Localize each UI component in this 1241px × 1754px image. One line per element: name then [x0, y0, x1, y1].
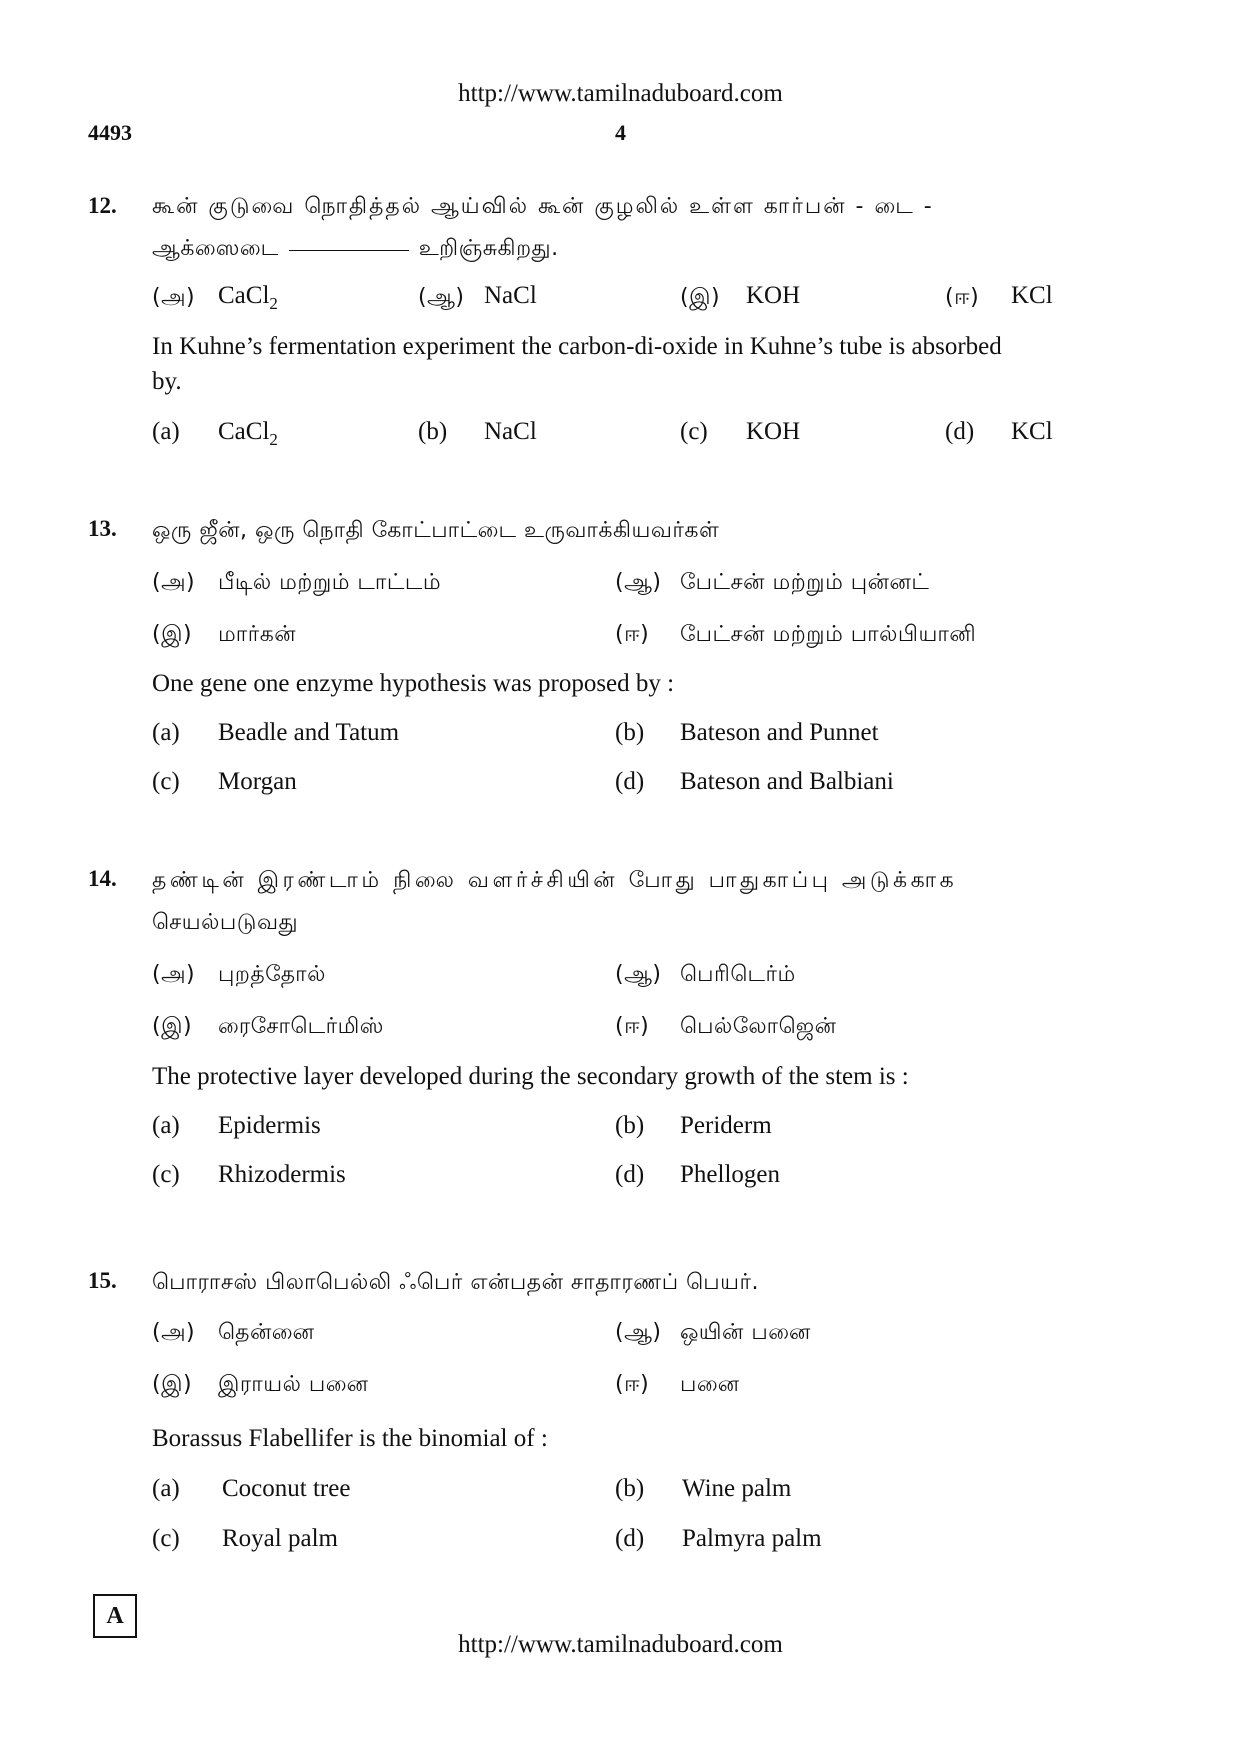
question-tamil-fragment: உறிஞ்சுகிறது.: [418, 236, 559, 261]
option-text: Bateson and Punnet: [680, 719, 879, 746]
option-key: (அ): [152, 285, 196, 310]
question-tamil-text: ஒரு ஜீன், ஒரு நொதி கோட்பாட்டை உருவாக்கியவர்கள்: [152, 518, 720, 543]
option-text: NaCl: [484, 418, 537, 445]
option-key: (d): [615, 1161, 645, 1188]
question-paper-series-box: A: [93, 1594, 137, 1638]
option-text: KOH: [746, 282, 801, 309]
option-text: தென்னை: [218, 1320, 315, 1345]
option-text: Phellogen: [680, 1161, 780, 1188]
option-text: Rhizodermis: [218, 1161, 346, 1188]
question-tamil-fragment: ஆக்ஸைடை: [152, 236, 279, 261]
option-key: (ஈ): [615, 1372, 650, 1397]
option-key: (இ): [680, 285, 721, 310]
question-number: 12.: [88, 193, 117, 218]
option-text: இராயல் பனை: [218, 1372, 369, 1397]
question-english-text-line2: by.: [152, 368, 182, 395]
option-key: (d): [615, 1525, 645, 1552]
question-tamil-text-line2: [152, 236, 559, 264]
option-key: (b): [615, 719, 645, 746]
option-key: (c): [152, 1161, 180, 1188]
option-key: (இ): [152, 1014, 193, 1039]
option-text: NaCl: [484, 282, 537, 309]
option-key: (ஈ): [615, 622, 650, 647]
question-tamil-text-line2: செயல்படுவது: [152, 910, 299, 935]
option-text: Palmyra palm: [682, 1525, 822, 1552]
option-key: (b): [615, 1112, 645, 1139]
option-key: (அ): [152, 570, 196, 595]
option-text: Beadle and Tatum: [218, 719, 400, 746]
option-key: (c): [152, 768, 180, 795]
option-text: Wine palm: [682, 1475, 792, 1502]
question-english-text: In Kuhne’s fermentation experiment the carbon-di-oxide in Kuhne’s tube is absorbed: [152, 333, 1002, 360]
option-text: ரைசோடெர்மிஸ்: [218, 1014, 384, 1039]
option-key: (a): [152, 1475, 180, 1502]
option-text: பனை: [680, 1372, 740, 1397]
page-number: 4: [615, 120, 626, 145]
option-text: மார்கன்: [218, 622, 297, 647]
option-text: Coconut tree: [222, 1475, 351, 1502]
question-number: 13.: [88, 516, 117, 541]
option-text: பெல்லோஜென்: [680, 1014, 837, 1039]
option-key: (b): [615, 1475, 645, 1502]
option-text: பீடில் மற்றும் டாட்டம்: [218, 570, 442, 595]
option-key: (ஈ): [615, 1014, 650, 1039]
option-key: (a): [152, 1112, 180, 1139]
option-key: (c): [680, 418, 708, 445]
question-number: 15.: [88, 1268, 117, 1293]
question-tamil-text: பொராசஸ் பிலாபெல்லி ஃபெர் என்பதன் சாதாரணப் பெயர்.: [152, 1270, 759, 1295]
question-english-text: One gene one enzyme hypothesis was proposed by :: [152, 670, 675, 697]
option-key: (d): [615, 768, 645, 795]
top-url: http://www.tamilnaduboard.com: [458, 80, 783, 107]
option-key: (ஆ): [615, 570, 662, 595]
option-text: Bateson and Balbiani: [680, 768, 894, 795]
option-text: KCl: [1011, 282, 1053, 309]
option-key: (இ): [152, 622, 193, 647]
option-text: CaCl$_2$: [218, 418, 278, 449]
question-english-text: Borassus Flabellifer is the binomial of :: [152, 1425, 548, 1452]
option-text: புறத்தோல்: [218, 962, 326, 987]
option-key: (d): [945, 418, 975, 445]
option-key: (ஆ): [418, 285, 465, 310]
option-key: (ஈ): [945, 285, 980, 310]
option-text: Morgan: [218, 768, 297, 795]
option-key: (a): [152, 418, 180, 445]
question-english-text: The protective layer developed during the secondary growth of the stem is :: [152, 1063, 909, 1090]
paper-code: 4493: [88, 120, 132, 145]
option-text: KCl: [1011, 418, 1053, 445]
question-number: 14.: [88, 866, 117, 891]
question-tamil-text: தண்டின் இரண்டாம் நிலை வளர்ச்சியின் போது பாதுகாப்பு அடுக்காக: [152, 868, 958, 893]
option-text: Royal palm: [222, 1525, 338, 1552]
question-tamil-text: கூன் குடுவை நொதித்தல் ஆய்வில் கூன் குழலில் உள்ள கார்பன் - டை -: [152, 194, 934, 219]
option-text: Periderm: [680, 1112, 772, 1139]
option-text: ஒயின் பனை: [680, 1320, 811, 1345]
option-key: (c): [152, 1525, 180, 1552]
option-key: (b): [418, 418, 448, 445]
option-key: (இ): [152, 1372, 193, 1397]
option-text: பேட்சன் மற்றும் பால்பியானி: [680, 622, 977, 647]
option-text: Epidermis: [218, 1112, 321, 1139]
option-key: (அ): [152, 1320, 196, 1345]
option-key: (ஆ): [615, 1320, 662, 1345]
option-key: (a): [152, 719, 180, 746]
option-key: (அ): [152, 962, 196, 987]
bottom-url: http://www.tamilnaduboard.com: [458, 1631, 783, 1658]
option-text: CaCl$_2$: [218, 282, 278, 313]
option-text: பேட்சன் மற்றும் புன்னட்: [680, 570, 930, 595]
option-text: பெரிடெர்ம்: [680, 962, 796, 987]
answer-blank: [289, 250, 409, 251]
option-text: KOH: [746, 418, 801, 445]
option-key: (ஆ): [615, 962, 662, 987]
